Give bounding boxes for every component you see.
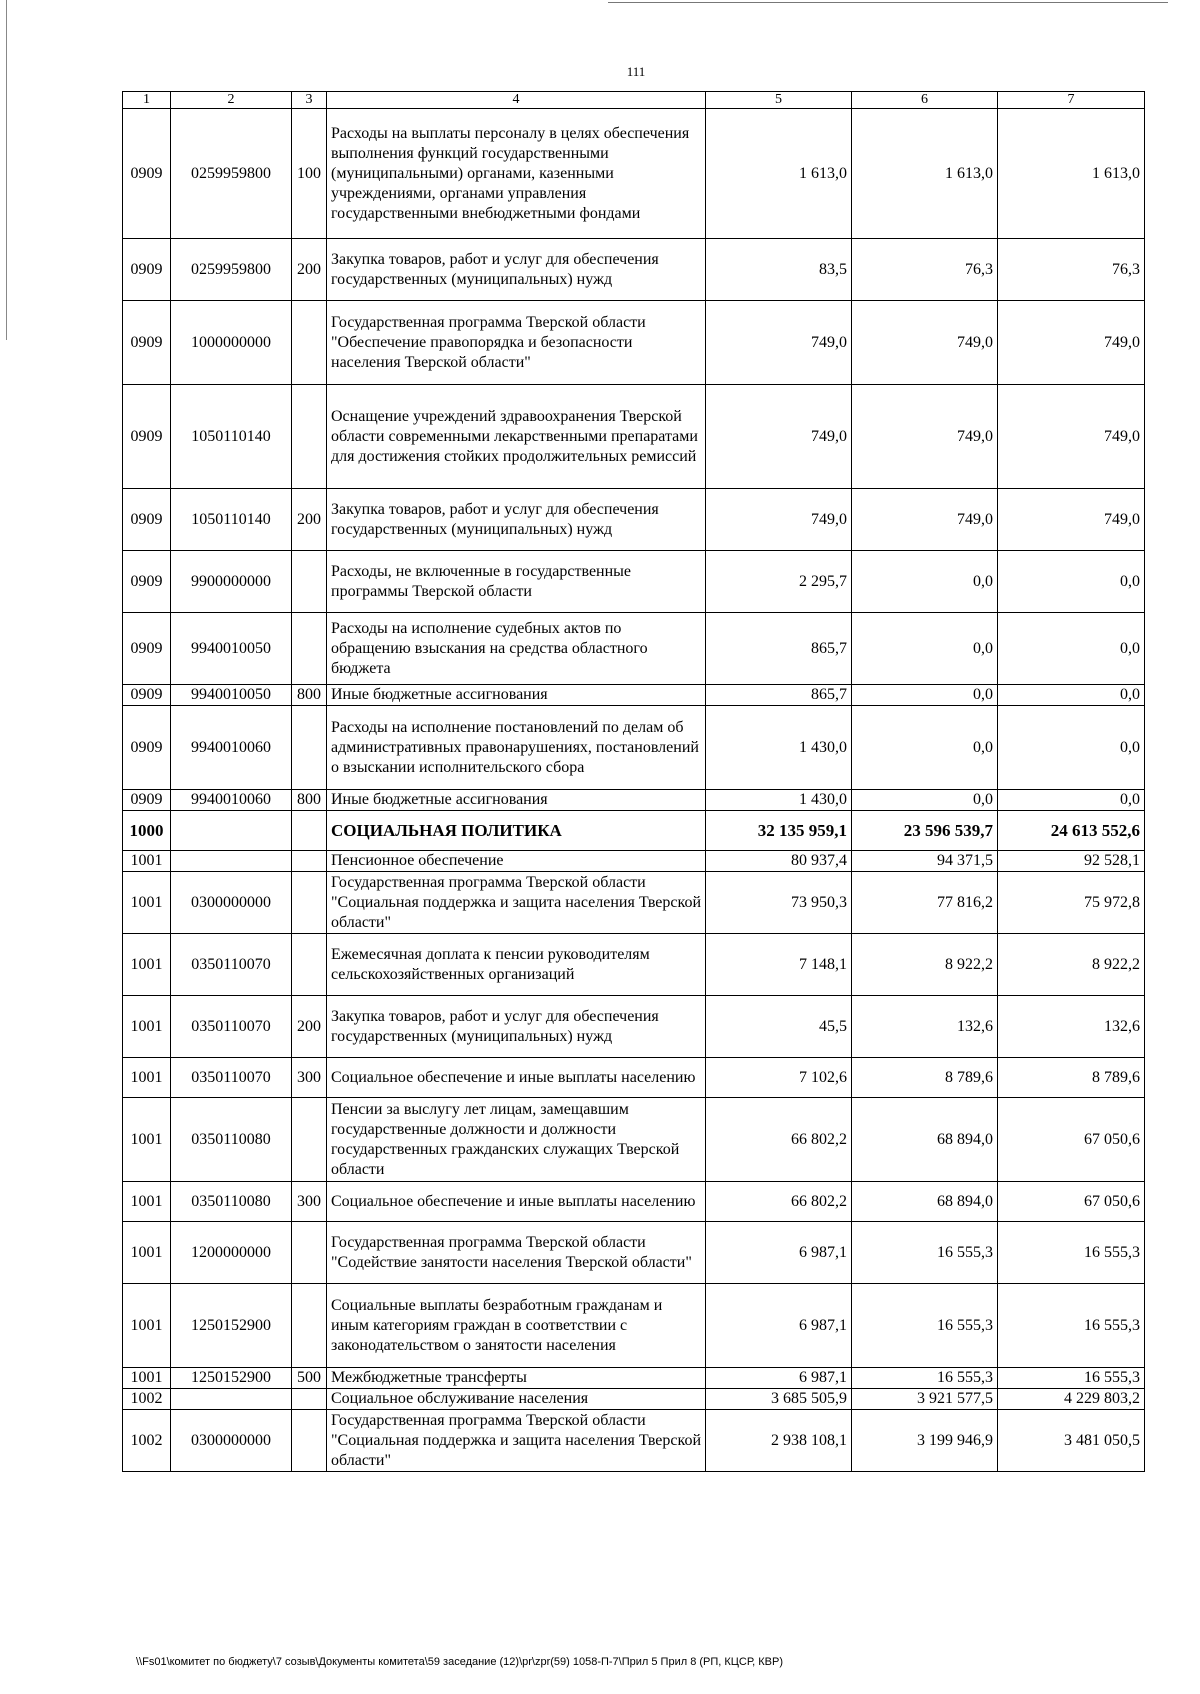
header-cell: 2 [171, 92, 292, 109]
table-row [123, 1182, 1145, 1222]
target-article-cell: 0350110070 [171, 996, 292, 1058]
amount-col6-cell: 749,0 [852, 301, 998, 385]
target-article-cell: 1250152900 [171, 1284, 292, 1368]
amount-col5-cell: 80 937,4 [706, 851, 852, 872]
amount-col7-cell: 749,0 [998, 385, 1145, 489]
expense-type-cell [292, 1284, 327, 1368]
amount-col6-cell: 0,0 [852, 551, 998, 613]
description-cell: Социальное обслуживание населения [327, 1389, 706, 1410]
expense-type-cell: 100 [292, 109, 327, 239]
amount-col7-cell: 67 050,6 [998, 1098, 1145, 1182]
header-cell: 4 [327, 92, 706, 109]
expense-type-cell: 200 [292, 239, 327, 301]
amount-col6-cell: 132,6 [852, 996, 998, 1058]
header-cell: 7 [998, 92, 1145, 109]
amount-col7-cell: 3 481 050,5 [998, 1410, 1145, 1472]
table-row [123, 385, 1145, 489]
table-row [123, 1098, 1145, 1182]
section-code-cell: 1001 [123, 996, 171, 1058]
amount-col7-cell: 8 789,6 [998, 1058, 1145, 1098]
description-cell: Социальные выплаты безработным гражданам и иным категориям граждан в соответствии с законодательством о занятости населения [327, 1284, 706, 1368]
expense-type-cell: 300 [292, 1182, 327, 1222]
target-article-cell: 9900000000 [171, 551, 292, 613]
expense-type-cell [292, 872, 327, 934]
section-code-cell: 0909 [123, 551, 171, 613]
description-cell: Межбюджетные трансферты [327, 1368, 706, 1389]
amount-col6-cell: 3 199 946,9 [852, 1410, 998, 1472]
table-row [123, 489, 1145, 551]
amount-col5-cell: 2 295,7 [706, 551, 852, 613]
section-code-cell: 0909 [123, 790, 171, 811]
expense-type-cell: 800 [292, 685, 327, 706]
target-article-cell: 0300000000 [171, 872, 292, 934]
target-article-cell: 0350110070 [171, 1058, 292, 1098]
scan-edge-line [6, 0, 7, 340]
description-cell: Закупка товаров, работ и услуг для обеспечения государственных (муниципальных) нужд [327, 996, 706, 1058]
expense-type-cell: 200 [292, 489, 327, 551]
description-cell: Государственная программа Тверской области "Содействие занятости населения Тверской области" [327, 1222, 706, 1284]
expense-type-cell [292, 1098, 327, 1182]
table-row [123, 301, 1145, 385]
table-row [123, 706, 1145, 790]
section-code-cell: 1001 [123, 1058, 171, 1098]
header-cell: 3 [292, 92, 327, 109]
amount-col7-cell: 4 229 803,2 [998, 1389, 1145, 1410]
section-code-cell: 1001 [123, 1284, 171, 1368]
amount-col7-cell: 16 555,3 [998, 1222, 1145, 1284]
expense-type-cell [292, 811, 327, 851]
target-article-cell: 0259959800 [171, 239, 292, 301]
amount-col5-cell: 66 802,2 [706, 1182, 852, 1222]
target-article-cell: 1050110140 [171, 385, 292, 489]
target-article-cell [171, 851, 292, 872]
amount-col6-cell: 0,0 [852, 613, 998, 685]
section-code-cell: 0909 [123, 109, 171, 239]
description-cell: Пенсии за выслугу лет лицам, замещавшим государственные должности и должности государственных гражданских служащих Тверской области [327, 1098, 706, 1182]
amount-col6-cell: 0,0 [852, 685, 998, 706]
section-code-cell: 1001 [123, 1368, 171, 1389]
header-cell: 5 [706, 92, 852, 109]
amount-col5-cell: 6 987,1 [706, 1368, 852, 1389]
section-code-cell: 0909 [123, 385, 171, 489]
amount-col7-cell: 8 922,2 [998, 934, 1145, 996]
section-code-cell: 0909 [123, 613, 171, 685]
amount-col5-cell: 6 987,1 [706, 1284, 852, 1368]
amount-col7-cell: 132,6 [998, 996, 1145, 1058]
description-cell: Государственная программа Тверской области "Социальная поддержка и защита населения Тверской области" [327, 872, 706, 934]
description-cell: Государственная программа Тверской области "Социальная поддержка и защита населения Тверской области" [327, 1410, 706, 1472]
section-code-cell: 0909 [123, 301, 171, 385]
table-row [123, 685, 1145, 706]
scan-edge-line [608, 2, 1168, 3]
amount-col7-cell: 75 972,8 [998, 872, 1145, 934]
amount-col5-cell: 83,5 [706, 239, 852, 301]
description-cell: Социальное обеспечение и иные выплаты населению [327, 1182, 706, 1222]
amount-col6-cell: 23 596 539,7 [852, 811, 998, 851]
expense-type-cell: 300 [292, 1058, 327, 1098]
table-row [123, 790, 1145, 811]
amount-col6-cell: 8 789,6 [852, 1058, 998, 1098]
table-row [123, 551, 1145, 613]
table-row [123, 934, 1145, 996]
expense-type-cell [292, 1222, 327, 1284]
section-code-cell: 1001 [123, 934, 171, 996]
amount-col7-cell: 0,0 [998, 685, 1145, 706]
amount-col5-cell: 66 802,2 [706, 1098, 852, 1182]
table-row [123, 996, 1145, 1058]
amount-col6-cell: 8 922,2 [852, 934, 998, 996]
section-code-cell: 1001 [123, 851, 171, 872]
description-cell: Ежемесячная доплата к пенсии руководителям сельскохозяйственных организаций [327, 934, 706, 996]
amount-col7-cell: 0,0 [998, 790, 1145, 811]
expense-type-cell [292, 613, 327, 685]
description-cell: Социальное обеспечение и иные выплаты населению [327, 1058, 706, 1098]
target-article-cell: 1050110140 [171, 489, 292, 551]
table-row [123, 1284, 1145, 1368]
header-row [123, 92, 1145, 109]
table-row [123, 1410, 1145, 1472]
target-article-cell: 9940010060 [171, 790, 292, 811]
section-code-cell: 1000 [123, 811, 171, 851]
amount-col5-cell: 7 102,6 [706, 1058, 852, 1098]
table-row [123, 1389, 1145, 1410]
amount-col7-cell: 92 528,1 [998, 851, 1145, 872]
target-article-cell: 9940010050 [171, 613, 292, 685]
header-cell: 6 [852, 92, 998, 109]
amount-col6-cell: 1 613,0 [852, 109, 998, 239]
amount-col6-cell: 16 555,3 [852, 1368, 998, 1389]
section-code-cell: 0909 [123, 239, 171, 301]
description-cell: СОЦИАЛЬНАЯ ПОЛИТИКА [327, 811, 706, 851]
amount-col7-cell: 16 555,3 [998, 1284, 1145, 1368]
section-code-cell: 1002 [123, 1389, 171, 1410]
section-code-cell: 1002 [123, 1410, 171, 1472]
expense-type-cell [292, 1410, 327, 1472]
description-cell: Расходы, не включенные в государственные программы Тверской области [327, 551, 706, 613]
expense-type-cell [292, 851, 327, 872]
amount-col7-cell: 67 050,6 [998, 1182, 1145, 1222]
section-code-cell: 1001 [123, 1222, 171, 1284]
description-cell: Государственная программа Тверской области "Обеспечение правопорядка и безопасности населения Тверской области" [327, 301, 706, 385]
amount-col7-cell: 0,0 [998, 613, 1145, 685]
table-row [123, 811, 1145, 851]
expense-type-cell: 200 [292, 996, 327, 1058]
amount-col6-cell: 94 371,5 [852, 851, 998, 872]
amount-col6-cell: 68 894,0 [852, 1098, 998, 1182]
amount-col5-cell: 1 613,0 [706, 109, 852, 239]
amount-col6-cell: 0,0 [852, 790, 998, 811]
target-article-cell: 1250152900 [171, 1368, 292, 1389]
target-article-cell: 9940010050 [171, 685, 292, 706]
amount-col5-cell: 749,0 [706, 301, 852, 385]
section-code-cell: 0909 [123, 685, 171, 706]
target-article-cell [171, 811, 292, 851]
expense-type-cell [292, 301, 327, 385]
section-code-cell: 1001 [123, 872, 171, 934]
description-cell: Пенсионное обеспечение [327, 851, 706, 872]
description-cell: Расходы на исполнение судебных актов по обращению взыскания на средства областного бюджета [327, 613, 706, 685]
amount-col5-cell: 3 685 505,9 [706, 1389, 852, 1410]
amount-col7-cell: 1 613,0 [998, 109, 1145, 239]
amount-col6-cell: 16 555,3 [852, 1284, 998, 1368]
amount-col5-cell: 2 938 108,1 [706, 1410, 852, 1472]
amount-col6-cell: 16 555,3 [852, 1222, 998, 1284]
file-path-footer: \\Fs01\комитет по бюджету\7 созыв\Документы комитета\59 заседание (12)\pr\zpr(59) 1058-П-7\Прил 5 Прил 8 (РП, КЦСР, КВР) [136, 1656, 783, 1668]
section-code-cell: 0909 [123, 489, 171, 551]
amount-col6-cell: 68 894,0 [852, 1182, 998, 1222]
target-article-cell: 0350110070 [171, 934, 292, 996]
target-article-cell: 0350110080 [171, 1182, 292, 1222]
expense-type-cell [292, 934, 327, 996]
table-row [123, 872, 1145, 934]
table-row [123, 109, 1145, 239]
section-code-cell: 1001 [123, 1098, 171, 1182]
amount-col5-cell: 7 148,1 [706, 934, 852, 996]
amount-col7-cell: 0,0 [998, 706, 1145, 790]
page-number: 111 [626, 64, 646, 79]
amount-col6-cell: 3 921 577,5 [852, 1389, 998, 1410]
target-article-cell: 0350110080 [171, 1098, 292, 1182]
target-article-cell: 9940010060 [171, 706, 292, 790]
budget-table [122, 91, 1145, 1472]
amount-col7-cell: 749,0 [998, 489, 1145, 551]
expense-type-cell [292, 551, 327, 613]
amount-col6-cell: 76,3 [852, 239, 998, 301]
target-article-cell: 0259959800 [171, 109, 292, 239]
amount-col7-cell: 749,0 [998, 301, 1145, 385]
table-row [123, 851, 1145, 872]
amount-col5-cell: 865,7 [706, 685, 852, 706]
amount-col5-cell: 749,0 [706, 489, 852, 551]
description-cell: Расходы на выплаты персоналу в целях обеспечения выполнения функций государственными (муниципальными) органами, казенными учреждениями, органами управления государственными внебюджетными фондами [327, 109, 706, 239]
description-cell: Иные бюджетные ассигнования [327, 685, 706, 706]
table-row [123, 239, 1145, 301]
table-row [123, 1368, 1145, 1389]
target-article-cell [171, 1389, 292, 1410]
amount-col5-cell: 73 950,3 [706, 872, 852, 934]
target-article-cell: 1200000000 [171, 1222, 292, 1284]
description-cell: Иные бюджетные ассигнования [327, 790, 706, 811]
expense-type-cell [292, 1389, 327, 1410]
amount-col5-cell: 865,7 [706, 613, 852, 685]
expense-type-cell [292, 706, 327, 790]
amount-col5-cell: 6 987,1 [706, 1222, 852, 1284]
amount-col6-cell: 0,0 [852, 706, 998, 790]
description-cell: Закупка товаров, работ и услуг для обеспечения государственных (муниципальных) нужд [327, 489, 706, 551]
table-row [123, 613, 1145, 685]
description-cell: Расходы на исполнение постановлений по делам об административных правонарушениях, постановлений о взыскании исполнительского сбора [327, 706, 706, 790]
description-cell: Оснащение учреждений здравоохранения Тверской области современными лекарственными препаратами для достижения стойких продолжительных ремиссий [327, 385, 706, 489]
section-code-cell: 0909 [123, 706, 171, 790]
description-cell: Закупка товаров, работ и услуг для обеспечения государственных (муниципальных) нужд [327, 239, 706, 301]
amount-col5-cell: 749,0 [706, 385, 852, 489]
target-article-cell: 0300000000 [171, 1410, 292, 1472]
expense-type-cell: 500 [292, 1368, 327, 1389]
amount-col7-cell: 76,3 [998, 239, 1145, 301]
amount-col7-cell: 16 555,3 [998, 1368, 1145, 1389]
amount-col6-cell: 77 816,2 [852, 872, 998, 934]
expense-type-cell [292, 385, 327, 489]
section-code-cell: 1001 [123, 1182, 171, 1222]
table-row [123, 1058, 1145, 1098]
amount-col5-cell: 32 135 959,1 [706, 811, 852, 851]
table-body [123, 109, 1145, 1472]
target-article-cell: 1000000000 [171, 301, 292, 385]
amount-col6-cell: 749,0 [852, 489, 998, 551]
expense-type-cell: 800 [292, 790, 327, 811]
amount-col6-cell: 749,0 [852, 385, 998, 489]
table-row [123, 1222, 1145, 1284]
amount-col7-cell: 0,0 [998, 551, 1145, 613]
amount-col7-cell: 24 613 552,6 [998, 811, 1145, 851]
amount-col5-cell: 1 430,0 [706, 790, 852, 811]
amount-col5-cell: 1 430,0 [706, 706, 852, 790]
amount-col5-cell: 45,5 [706, 996, 852, 1058]
header-cell: 1 [123, 92, 171, 109]
